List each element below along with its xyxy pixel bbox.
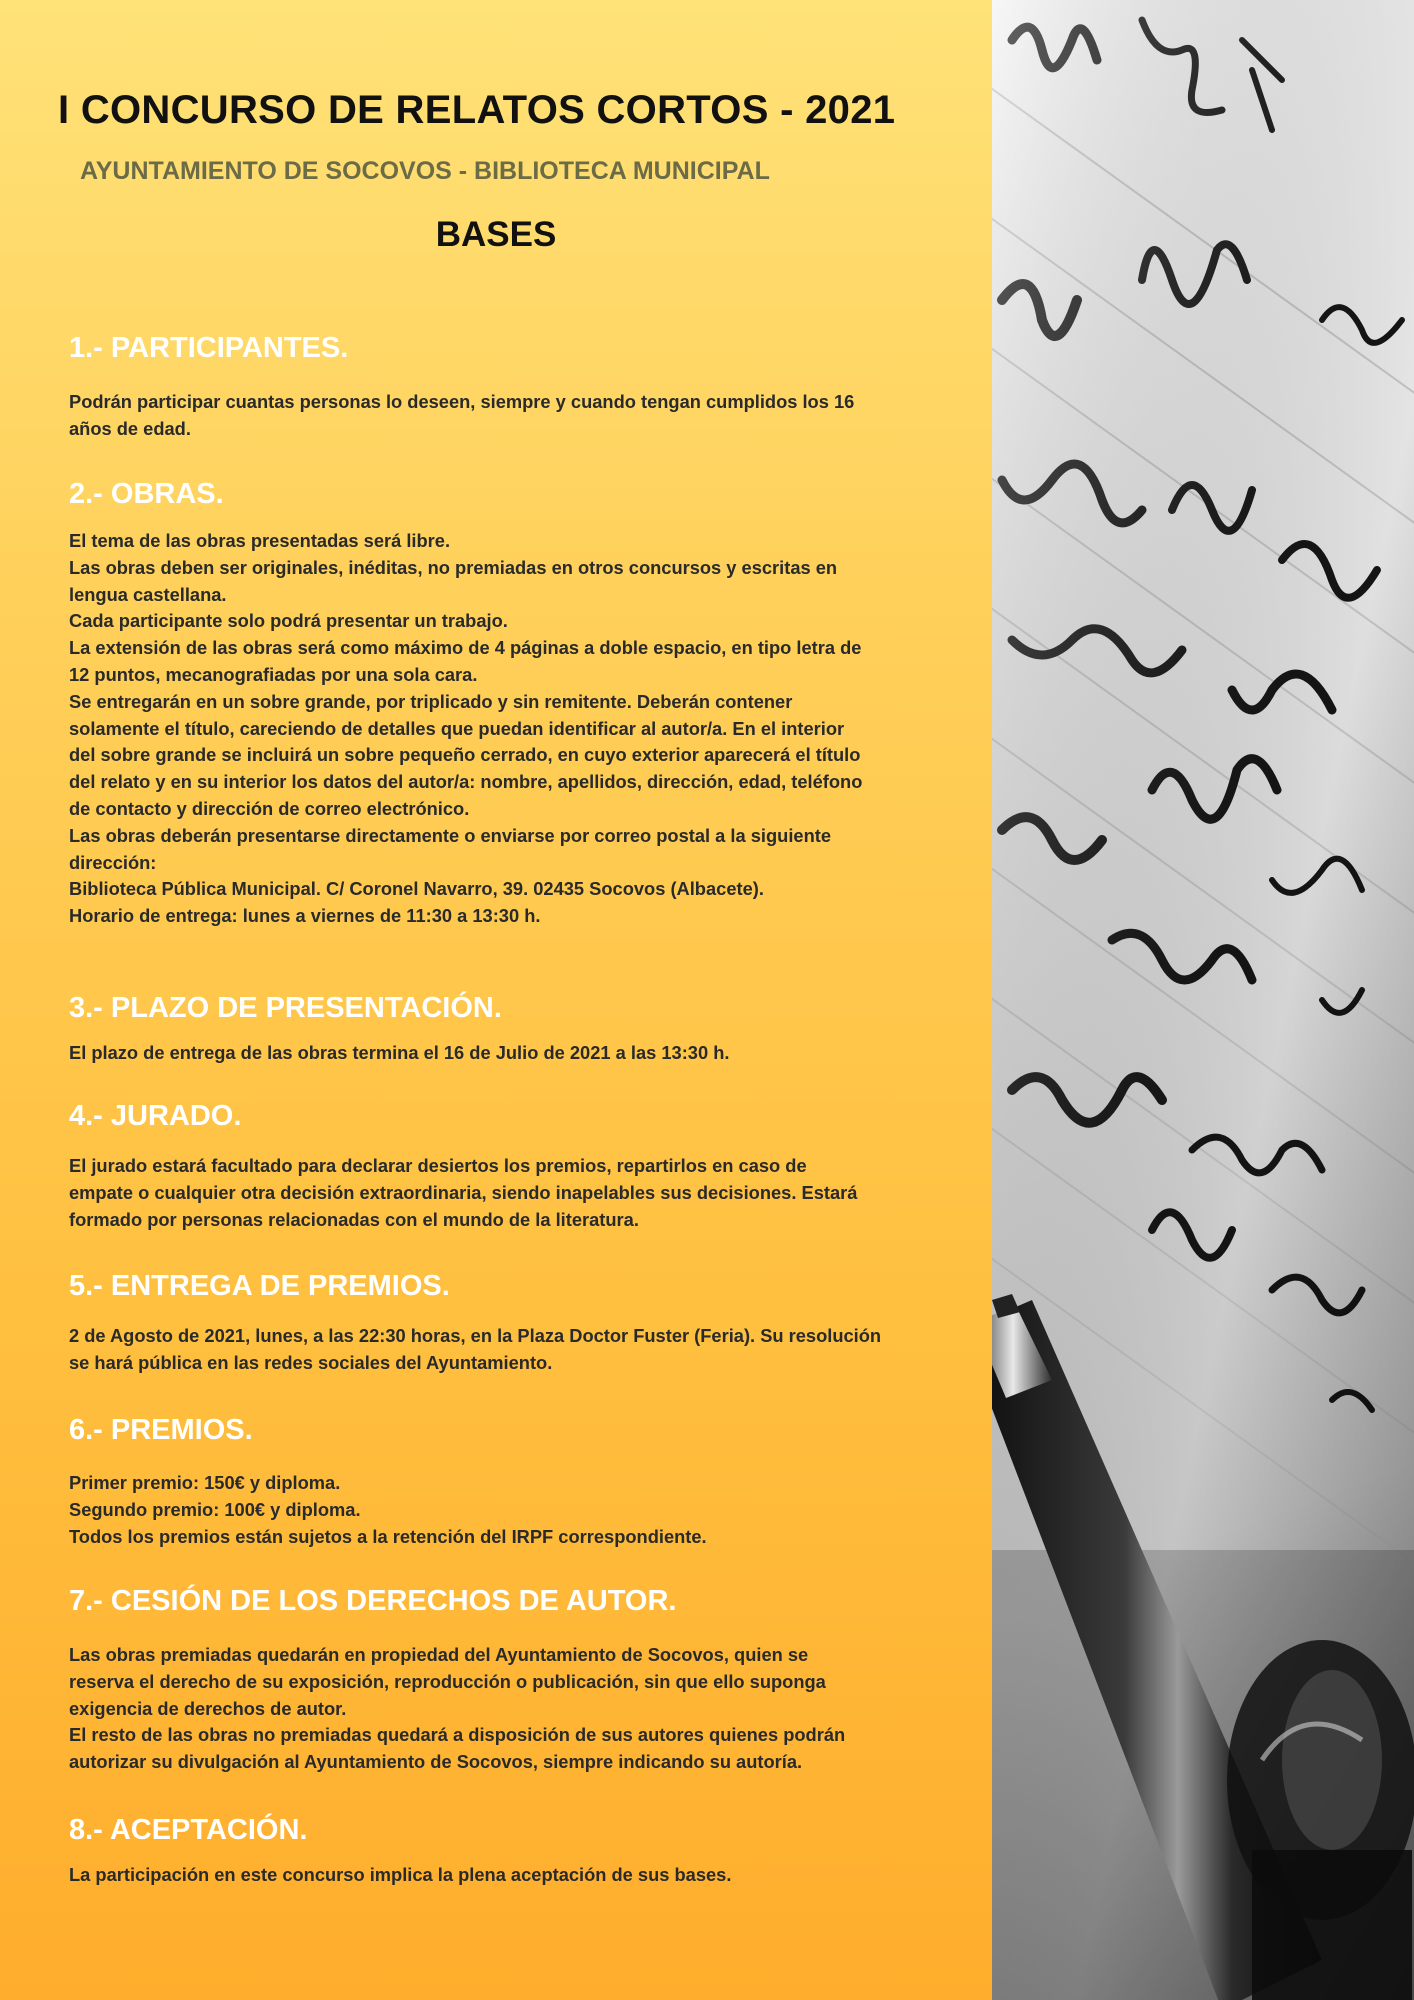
section-heading-plazo: 3.- PLAZO DE PRESENTACIÓN. [69, 992, 502, 1024]
text-line: autorizar su divulgación al Ayuntamiento de Socovos, siempre indicando su autoría. [69, 1751, 803, 1773]
section-heading-participantes: 1.- PARTICIPANTES. [69, 332, 349, 364]
text-line: La participación en este concurso implica la plena aceptación de sus bases. [69, 1864, 732, 1885]
text-line: La extensión de las obras será como máximo de 4 páginas a doble espacio, en tipo letra de [69, 637, 862, 659]
section-heading-obras: 2.- OBRAS. [69, 478, 224, 510]
section-body-premios [69, 1470, 981, 1550]
text-line: años de edad. [69, 417, 191, 439]
text-line: lengua castellana. [69, 583, 227, 605]
section-heading-entrega: 5.- ENTREGA DE PREMIOS. [69, 1270, 450, 1302]
organizer-subtitle: AYUNTAMIENTO DE SOCOVOS - BIBLIOTECA MUNICIPAL [80, 157, 770, 185]
section-body-aceptacion [69, 1862, 981, 1889]
bases-heading: BASES [435, 215, 557, 254]
text-line: El plazo de entrega de las obras termina el 16 de Julio de 2021 a las 13:30 h. [69, 1042, 730, 1063]
text-line: dirección: [69, 851, 157, 873]
text-line: del relato y en su interior los datos del autor/a: nombre, apellidos, dirección, edad, teléfono [69, 771, 863, 793]
section-body-plazo [69, 1040, 981, 1067]
handwriting-pen-photo [992, 0, 1414, 2000]
text-line: Segundo premio: 100€ y diploma. [69, 1498, 361, 1520]
section-body-cesion [69, 1642, 981, 1776]
text-line: del sobre grande se incluirá un sobre pequeño cerrado, en cuyo exterior aparecerá el título [69, 744, 861, 766]
text-line: exigencia de derechos de autor. [69, 1697, 347, 1719]
text-line: empate o cualquier otra decisión extraordinaria, siendo inapelables sus decisiones. Estará [69, 1181, 858, 1203]
text-line: solamente el título, careciendo de detalles que puedan identificar al autor/a. En el interior [69, 717, 845, 739]
text-line: Las obras deberán presentarse directamente o enviarse por correo postal a la siguiente [69, 824, 832, 846]
section-heading-premios: 6.- PREMIOS. [69, 1414, 253, 1446]
text-line: Cada participante solo podrá presentar un trabajo. [69, 610, 508, 632]
text-line: El jurado estará facultado para declarar desiertos los premios, repartirlos en caso de [69, 1155, 807, 1176]
text-line: El tema de las obras presentadas será libre. [69, 530, 451, 551]
section-heading-cesion: 7.- CESIÓN DE LOS DERECHOS DE AUTOR. [69, 1585, 677, 1617]
text-line: 2 de Agosto de 2021, lunes, a las 22:30 horas, en la Plaza Doctor Fuster (Feria). Su resolución [69, 1325, 882, 1346]
text-line: 12 puntos, mecanografiadas por una sola cara. [69, 663, 478, 685]
section-body-participantes [69, 389, 981, 443]
text-line: Primer premio: 150€ y diploma. [69, 1472, 341, 1493]
text-line: Las obras premiadas quedarán en propiedad del Ayuntamiento de Socovos, quien se [69, 1644, 809, 1665]
text-line: de contacto y dirección de correo electrónico. [69, 797, 470, 819]
text-line: reserva el derecho de su exposición, reproducción o publicación, sin que ello suponga [69, 1670, 826, 1692]
section-heading-aceptacion: 8.- ACEPTACIÓN. [69, 1814, 308, 1846]
text-line: Se entregarán en un sobre grande, por triplicado y sin remitente. Deberán contener [69, 690, 793, 712]
text-line: se hará pública en las redes sociales del Ayuntamiento. [69, 1351, 553, 1373]
section-heading-jurado: 4.- JURADO. [69, 1100, 242, 1132]
section-body-obras [69, 528, 981, 930]
section-body-entrega [69, 1323, 981, 1377]
text-line: Todos los premios están sujetos a la retención del IRPF correspondiente. [69, 1525, 707, 1547]
photo-illustration [992, 0, 1414, 2000]
text-line: Las obras deben ser originales, inéditas, no premiadas en otros concursos y escritas en [69, 556, 838, 578]
text-line: Horario de entrega: lunes a viernes de 11:30 a 13:30 h. [69, 905, 541, 927]
text-line: formado por personas relacionadas con el mundo de la literatura. [69, 1208, 639, 1230]
text-line: El resto de las obras no premiadas quedará a disposición de sus autores quienes podrán [69, 1724, 846, 1746]
text-line: Biblioteca Pública Municipal. C/ Coronel Navarro, 39. 02435 Socovos (Albacete). [69, 878, 764, 900]
contest-title: I CONCURSO DE RELATOS CORTOS - 2021 [58, 88, 896, 132]
section-body-jurado [69, 1153, 981, 1233]
text-line: Podrán participar cuantas personas lo deseen, siempre y cuando tengan cumplidos los 16 [69, 391, 855, 412]
